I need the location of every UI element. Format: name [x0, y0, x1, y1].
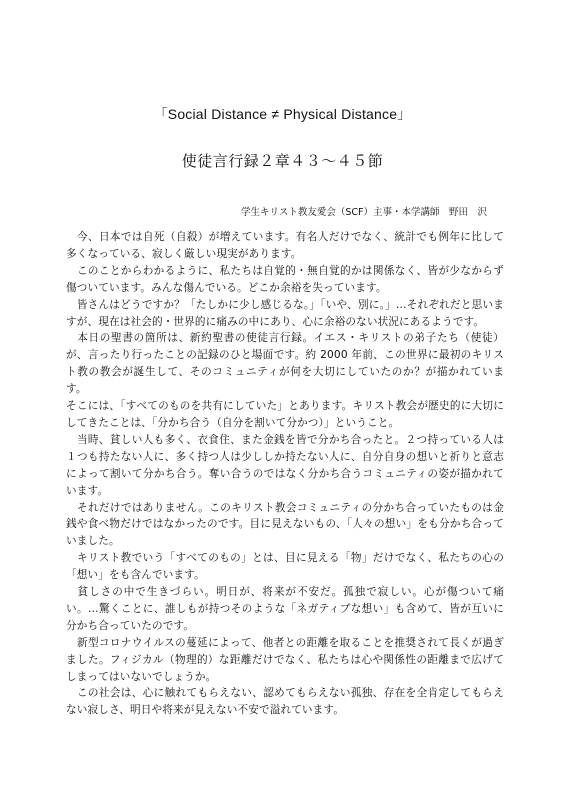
author-line: 学生キリスト教友愛会（SCF）主事・本学講師 野田 沢	[241, 207, 487, 218]
paragraph: この社会は、心に触れてもらえない、認めてもらえない孤独、存在を全肯定してもらえない寂しさ、明日や将来が見えない不安で溢れています。	[66, 687, 504, 717]
paragraph: 今、日本では自死（自殺）が増えています。有名人だけでなく、統計でも例年に比して多くなっている、寂しく厳しい現実があります。	[66, 231, 504, 260]
paragraph: そこには、「すべてのものを共有にしていた」とあります。キリスト教会が歴史的に大切にしてきたことは、「分かち合う（自分を割いて分かつ）」ということ。	[66, 400, 504, 429]
paragraph: このことからわかるように、私たちは自覚的・無自覚的かは関係なく、皆が少なからず傷ついています。みんな傷んでいる。どこか余裕を失っています。	[66, 264, 504, 294]
body-text	[66, 229, 504, 719]
paragraph: キリスト教でいう「すべてのもの」とは、目に見える「物」だけでなく、私たちの心の「想い」をも含んでいます。	[66, 552, 504, 582]
document-title: 「Social Distance ≠ Physical Distance」	[153, 106, 412, 122]
paragraph: 新型コロナウイルスの蔓延によって、他者との距離を取ることを推奨されて長くが過ぎました。フィジカル（物理的）な距離だけでなく、私たちは心や関係性の距離まで広げてしまってはいないでしょうか。	[66, 636, 504, 683]
paragraph: 当時、貧しい人も多く、衣食住、また金銭を皆で分かち合ったと。２つ持っている人は１つも持たない人に、多く持つ人は少ししか持たない人に、自分自身の想いと祈りと意志によって割いて分かち合う。奪い合うのではなく分かち合うコミュニティの姿が描かれています。	[66, 433, 504, 497]
paragraph: 本日の聖書の箇所は、新約聖書の使徒言行録。イエス・キリストの弟子たち（使徒）が、言ったり行ったことの記録のひと場面です。約 2000 年前、この世界に最初のキリスト教の教会が誕生して、そのコミュニティが何を大切にしていたのか？が描かれています。	[66, 332, 504, 396]
paragraph: 貧しさの中で生きづらい。明日が、将来が不安だ。孤独で寂しい。心が傷ついて痛い。…驚くことに、誰しもが持つそのような「ネガティブな想い」も含めて、皆が互いに分かち合っていたのです。	[66, 586, 504, 632]
paragraph: それだけではありません。このキリスト教会コミュニティの分かち合っていたものは金銭や食べ物だけではなかったのです。目に見えないもの、「人々の想い」をも分かち合っていました。	[66, 501, 504, 548]
paragraph: 皆さんはどうですか？「たしかに少し感じるな。」「いや、別に。」…それぞれだと思いますが、現在は社会的・世界的に痛みの中にあり、心に余裕のない状況にあるようです。	[66, 298, 504, 328]
scripture-reference: 使徒言行録２章４３～４５節	[181, 152, 384, 170]
